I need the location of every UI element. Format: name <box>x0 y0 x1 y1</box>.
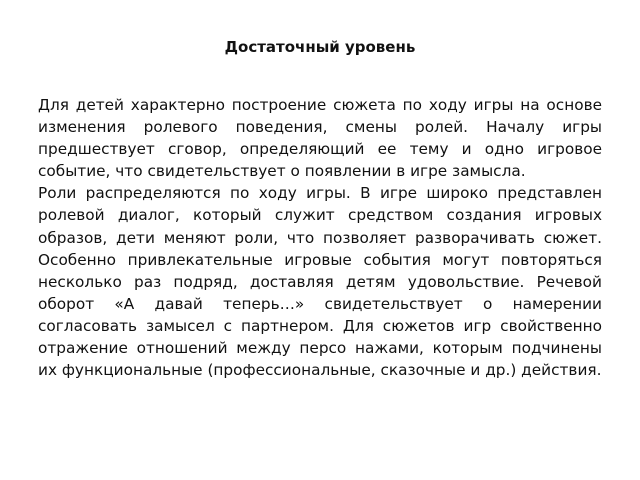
paragraph-1: Для детей характерно построение сюжета по ходу игры на основе изменения ролевого поведения, смены ролей. Началу игры предшествует сговор, определяющий ее тему и одно игровое событие, что свидетельствует о появлении в игре замысла. <box>38 96 602 181</box>
slide-title: Достаточный уровень <box>224 38 416 56</box>
slide-body <box>38 94 602 381</box>
paragraph-2: Роли распределяются по ходу игры. В игре широко представлен ролевой диалог, который служит средством создания игровых образов, дети меняют роли, что позволяет разворачивать сюжет. Особенно привлекательные игровые события могут повторяться несколько раз подряд, доставляя детям удовольствие. Речевой оборот «А давай теперь…» свидетельствует о намерении согласовать замысел с партнером. Для сюжетов игр свойственно отражение отношений между персо нажами, которым подчинены их функциональные (профессиональные, сказочные и др.) действия. <box>38 184 602 380</box>
